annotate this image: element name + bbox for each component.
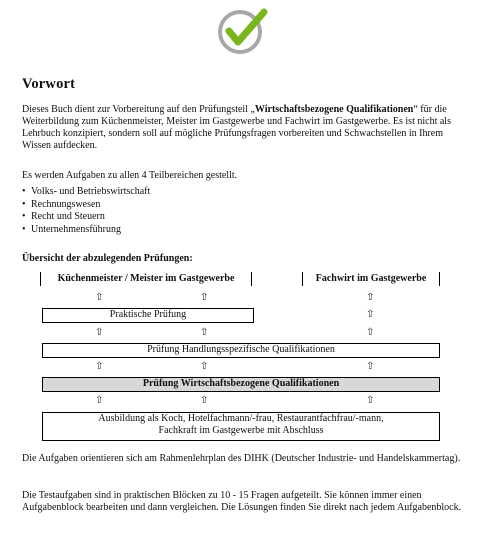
exam-overview-diagram [40, 268, 440, 443]
areas-intro: Es werden Aufgaben zu allen 4 Teilbereichen gestellt. [22, 170, 238, 181]
practical-exam-box: Praktische Prüfung [42, 308, 254, 323]
up-arrow-icon: ⇧ [200, 395, 209, 406]
up-arrow-icon: ⇧ [95, 327, 104, 338]
intro-paragraph: Dieses Buch dient zur Vorbereitung auf den Prüfungsteil „Wirtschaftsbezogene Qualifikationen“ für die Weiterbildung zum Küchenmeister, Meister im Gastgewerbe und Fachwirt im Gastgewerbe. Es ist nicht als Lehrbuch konzipiert, sondern soll auf mögliche Prüfungsfragen vorbereiten und Schwachstellen in Ihrem Wissen aufdecken. [22, 104, 451, 151]
economic-qualifications-box: Prüfung Wirtschaftsbezogene Qualifikationen [42, 377, 440, 392]
up-arrow-icon: ⇧ [366, 327, 375, 338]
up-arrow-icon: ⇧ [95, 395, 104, 406]
training-line-1: Ausbildung als Koch, Hotelfachmann/-frau, Restaurantfachfrau/-mann, [98, 413, 384, 424]
left-header: Küchenmeister / Meister im Gastgewerbe [40, 272, 252, 286]
training-line-2: Fachkraft im Gastgewerbe mit Abschluss [158, 425, 324, 436]
training-box [42, 412, 440, 441]
right-header: Fachwirt im Gastgewerbe [302, 272, 440, 286]
overview-heading: Übersicht der abzulegenden Prüfungen: [22, 253, 193, 264]
up-arrow-icon: ⇧ [200, 327, 209, 338]
up-arrow-icon: ⇧ [366, 361, 375, 372]
specific-qualifications-box: Prüfung Handlungsspezifische Qualifikationen [42, 343, 440, 358]
up-arrow-icon: ⇧ [200, 292, 209, 303]
up-arrow-icon: ⇧ [95, 292, 104, 303]
up-arrow-icon: ⇧ [366, 395, 375, 406]
list-item: • Unternehmensführung [22, 224, 150, 237]
checkmark-logo-icon [216, 4, 270, 58]
page-title: Vorwort [22, 76, 76, 92]
blocks-paragraph: Die Testaufgaben sind in praktischen Blöcken zu 10 - 15 Fragen aufgeteilt. Sie können immer einen Aufgabenblock bearbeiten und dann vergleichen. Die Lösungen finden Sie direkt nach jedem Aufgabenblock. [22, 490, 462, 513]
areas-list [22, 186, 150, 236]
up-arrow-icon: ⇧ [366, 309, 375, 320]
up-arrow-icon: ⇧ [366, 292, 375, 303]
up-arrow-icon: ⇧ [200, 361, 209, 372]
up-arrow-icon: ⇧ [95, 361, 104, 372]
dihk-paragraph: Die Aufgaben orientieren sich am Rahmenlehrplan des DIHK (Deutscher Industrie- und Handelskammertag). [22, 453, 461, 464]
list-item: • Recht und Steuern [22, 211, 150, 224]
list-item: • Volks- und Betriebswirtschaft [22, 186, 150, 199]
list-item: • Rechnungswesen [22, 199, 150, 212]
